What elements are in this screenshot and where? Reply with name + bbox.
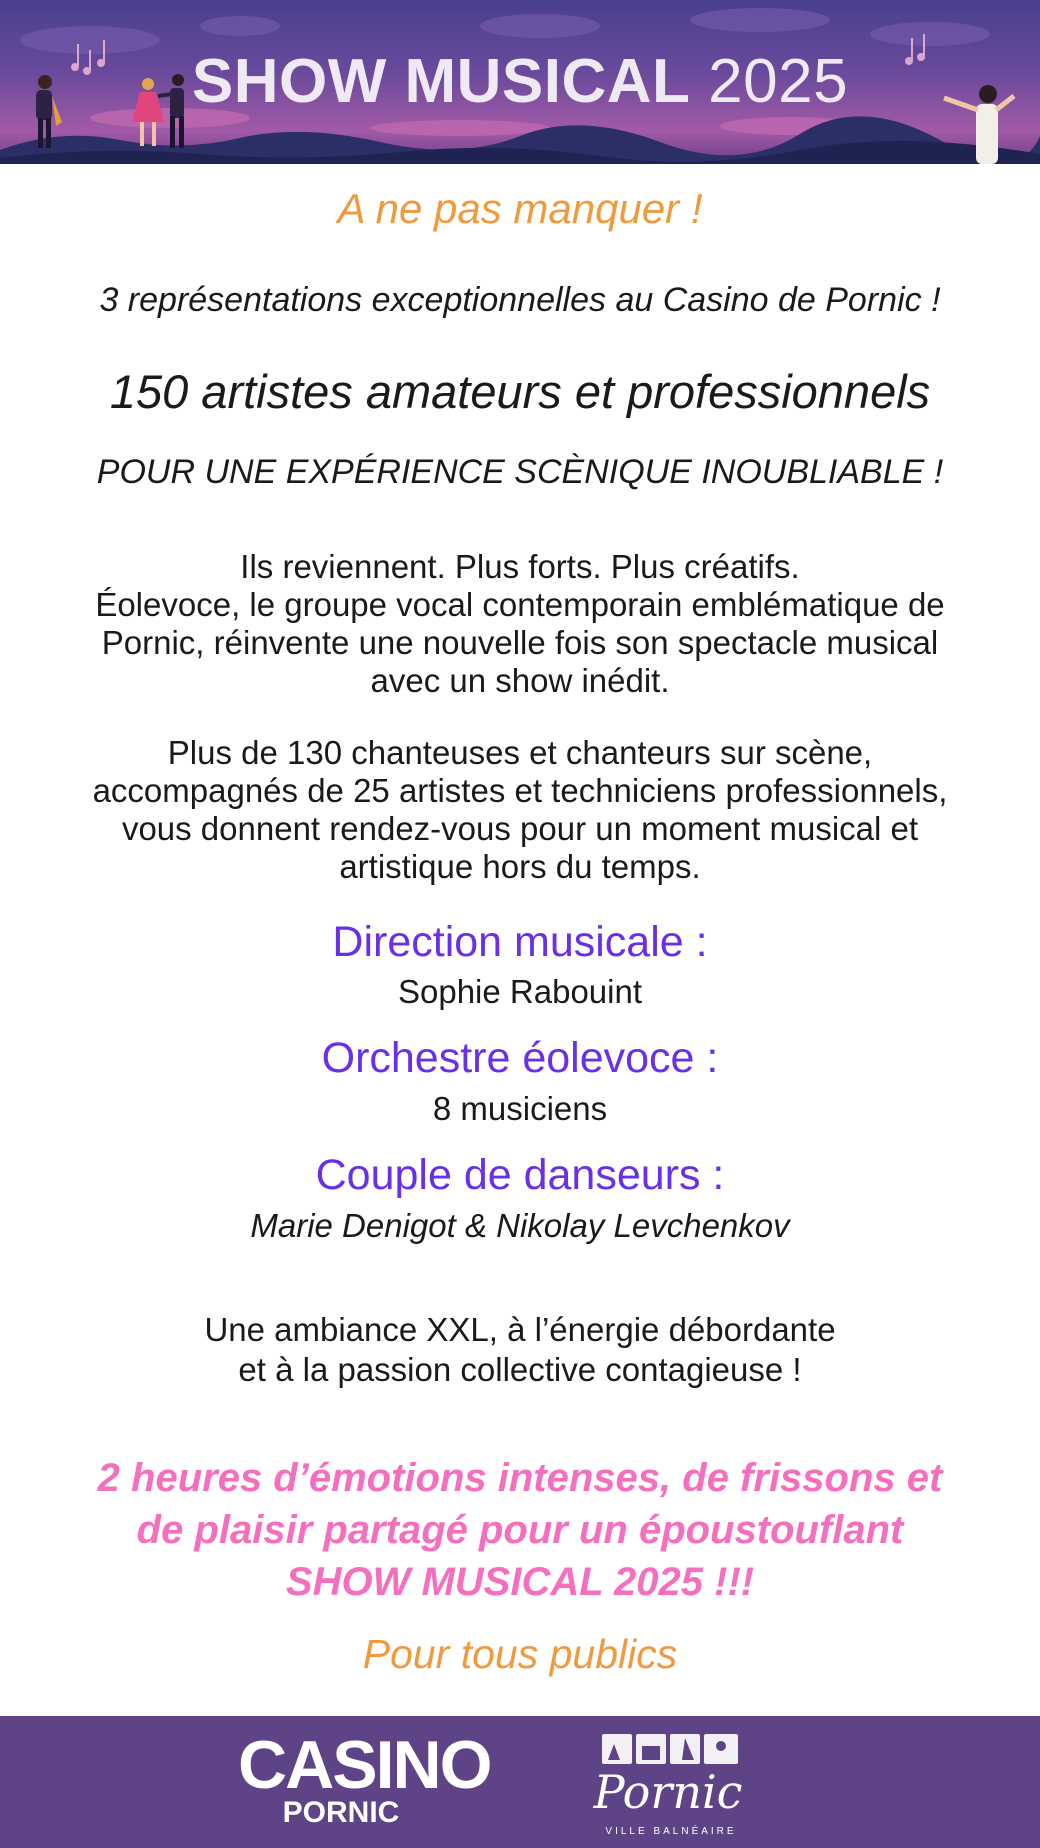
banner-title-main: SHOW MUSICAL [191, 47, 691, 116]
artists-count-text: 150 artistes amateurs et professionnels [109, 365, 931, 418]
paragraph-line: Éolevoce, le groupe vocal contemporain emblématique de [95, 586, 945, 623]
highlight-line: 2 heures d’émotions intenses, de frissons et [97, 1456, 943, 1500]
casino-pornic-logo [238, 1727, 491, 1829]
paragraph-line: accompagnés de 25 artistes et techniciens professionnels, [92, 772, 948, 809]
headline-ne-pas-manquer: A ne pas manquer ! [337, 185, 703, 232]
representations-text: 3 représentations exceptionnelles au Casino de Pornic ! [99, 281, 941, 319]
footer-bar [0, 1716, 1040, 1848]
experience-text: POUR UNE EXPÉRIENCE SCÈNIQUE INOUBLIABLE ! [96, 453, 944, 491]
paragraph-line: Pornic, réinvente une nouvelle fois son spectacle musical [101, 624, 939, 661]
paragraph-line: artistique hors du temps. [339, 848, 701, 885]
danseurs-label: Couple de danseurs : [315, 1151, 725, 1199]
ambiance-line: et à la passion collective contagieuse ! [238, 1351, 802, 1388]
pornic-logo-tagline: VILLE BALNÉAIRE [605, 1826, 737, 1837]
paragraph-line: vous donnent rendez-vous pour un moment musical et [121, 810, 919, 847]
ambiance-line: Une ambiance XXL, à l’énergie débordante [204, 1311, 836, 1348]
audience-text: Pour tous publics [362, 1631, 678, 1677]
highlight-line: SHOW MUSICAL 2025 !!! [285, 1560, 755, 1604]
header-banner [0, 0, 1040, 164]
highlight-line: de plaisir partagé pour un époustouflant [136, 1508, 904, 1552]
pornic-ville-logo [578, 1730, 764, 1840]
direction-value: Sophie Rabouint [397, 973, 643, 1010]
paragraph-line: avec un show inédit. [370, 662, 670, 699]
casino-logo-sub: PORNIC [282, 1796, 400, 1829]
orchestre-label: Orchestre éolevoce : [321, 1034, 719, 1082]
casino-logo-word: CASINO [238, 1727, 491, 1803]
orchestre-value: 8 musiciens [432, 1090, 608, 1127]
danseurs-value: Marie Denigot & Nikolay Levchenkov [250, 1207, 790, 1244]
direction-label: Direction musicale : [332, 918, 708, 966]
paragraph-line: Ils reviennent. Plus forts. Plus créatifs. [240, 548, 800, 585]
pornic-logo-script: Pornic [593, 1765, 743, 1819]
banner-title-year: 2025 [708, 47, 849, 116]
paragraph-line: Plus de 130 chanteuses et chanteurs sur scène, [167, 734, 873, 771]
banner-title [0, 46, 1040, 117]
